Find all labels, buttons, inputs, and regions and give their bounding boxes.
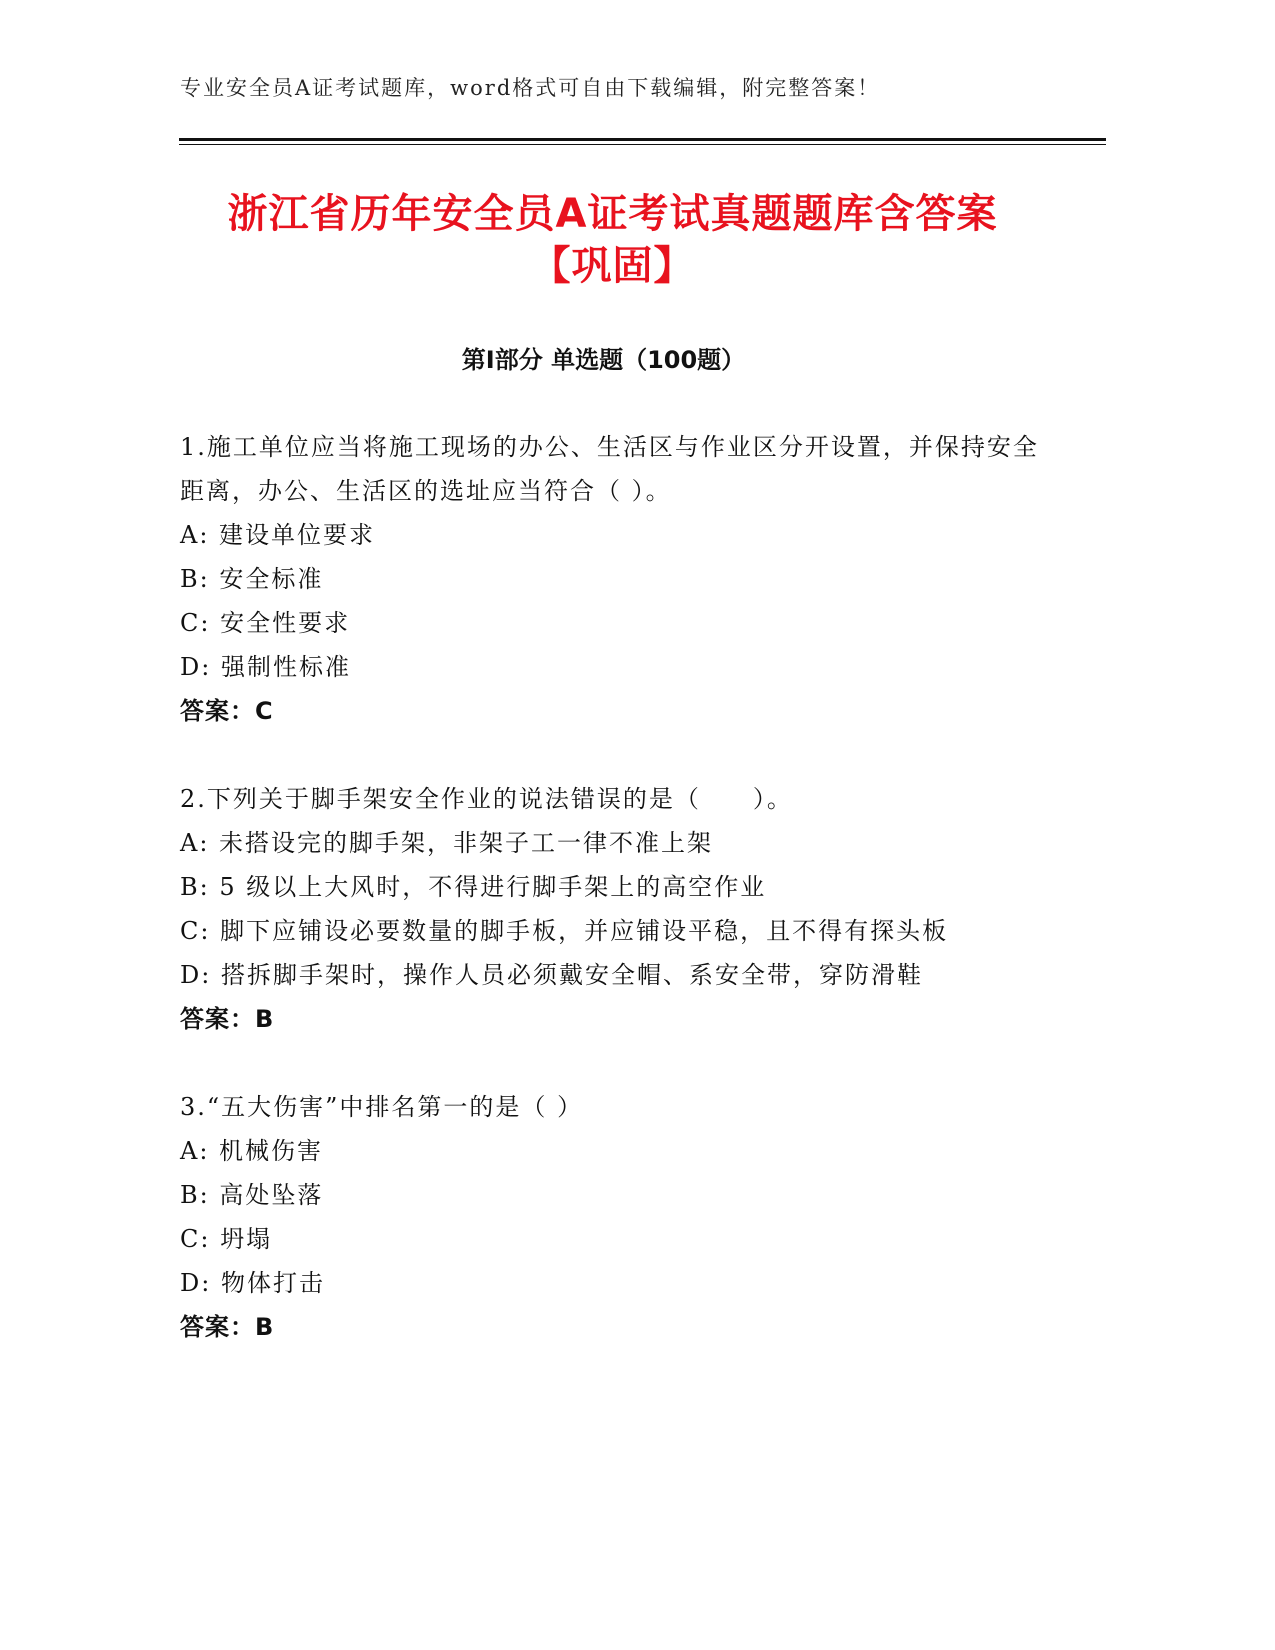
page-header: 专业安全员A证考试题库，word格式可自由下载编辑，附完整答案！: [180, 76, 881, 100]
option-a: A: 机械伤害: [180, 1137, 324, 1165]
question-3: [180, 1085, 1040, 1349]
option-a: A: 建设单位要求: [180, 521, 376, 549]
option-b: B: 安全标准: [180, 565, 324, 593]
option-b: B: 5 级以上大风时，不得进行脚手架上的高空作业: [180, 873, 767, 901]
header-divider-thin: [179, 144, 1106, 145]
option-c: C: 脚下应铺设必要数量的脚手板，并应铺设平稳，且不得有探头板: [180, 917, 949, 945]
document-title: [150, 188, 1075, 292]
option-c: C: 坍塌: [180, 1225, 273, 1253]
option-d: D: 强制性标准: [180, 653, 351, 681]
question-1: [180, 425, 1040, 733]
document-title-line-2: 【巩固】: [530, 243, 695, 289]
question-stem: 2.下列关于脚手架安全作业的说法错误的是（ ）。: [180, 785, 793, 813]
question-list: [180, 425, 1040, 1393]
option-b: B: 高处坠落: [180, 1181, 324, 1209]
question-stem: 3.“五大伤害”中排名第一的是（ ）: [180, 1093, 584, 1121]
question-2: [180, 777, 1040, 1041]
answer: 答案：B: [180, 1313, 275, 1341]
answer: 答案：B: [180, 1005, 275, 1033]
option-a: A: 未搭设完的脚手架，非架子工一律不准上架: [180, 829, 714, 857]
header-divider: [179, 138, 1106, 141]
answer: 答案：C: [180, 697, 274, 725]
document-title-line-1: 浙江省历年安全员A证考试真题题库含答案: [227, 191, 998, 237]
option-d: D: 搭拆脚手架时，操作人员必须戴安全帽、系安全带，穿防滑鞋: [180, 961, 923, 989]
section-heading: 第Ⅰ部分 单选题（100题）: [461, 346, 746, 374]
option-c: C: 安全性要求: [180, 609, 351, 637]
option-d: D: 物体打击: [180, 1269, 325, 1297]
question-stem: 1.施工单位应当将施工现场的办公、生活区与作业区分开设置，并保持安全距离，办公、生活区的选址应当符合（ ）。: [180, 433, 1039, 505]
